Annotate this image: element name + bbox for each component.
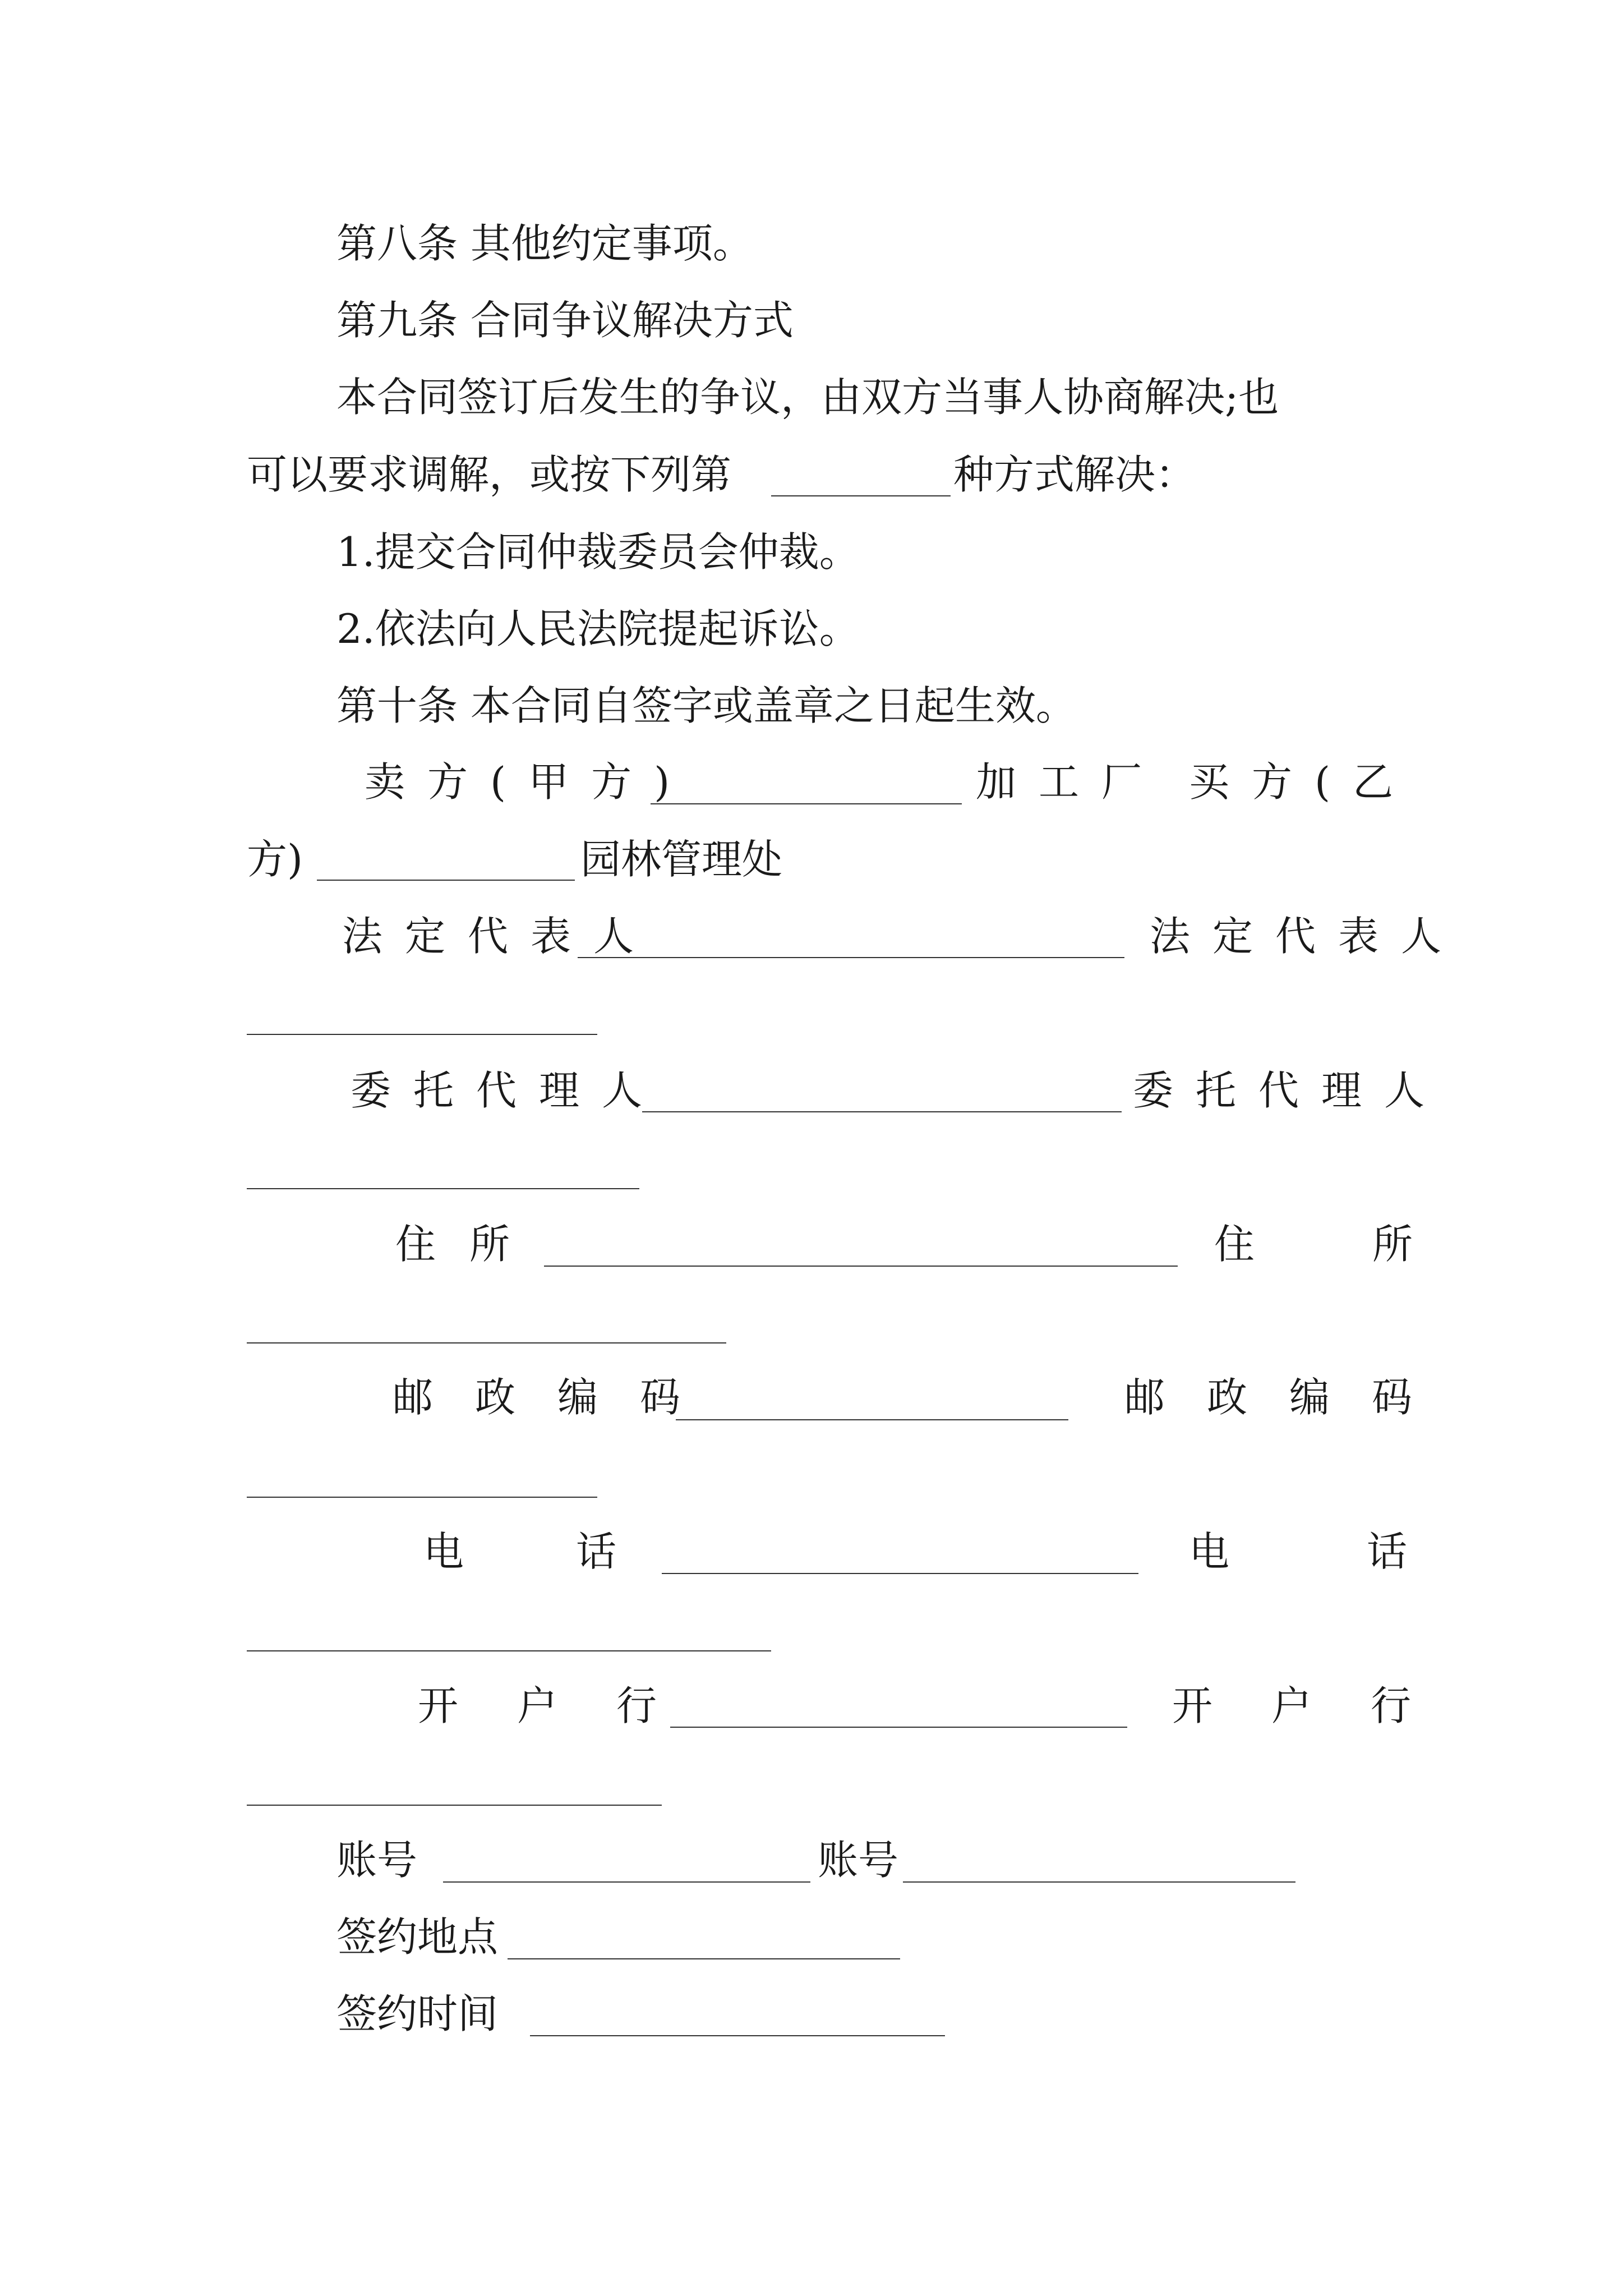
bank-label-seller: 开户行 <box>418 1682 716 1729</box>
legal-rep-label-buyer: 法定代表人 <box>1150 913 1464 960</box>
account-label-seller: 账号 <box>336 1837 418 1884</box>
account-label-buyer: 账号 <box>818 1837 899 1884</box>
postal-code-blank-buyer[interactable] <box>247 1497 597 1498</box>
dispute-method-blank[interactable] <box>771 495 951 496</box>
agent-blank-seller[interactable] <box>642 1111 1122 1112</box>
address-label-buyer: 住所 <box>1214 1221 1531 1268</box>
sign-place-blank[interactable] <box>508 1958 900 1959</box>
option-arbitration: 1.提交合同仲裁委员会仲裁。 <box>336 528 860 576</box>
postal-code-label-seller: 邮政编码 <box>393 1374 723 1421</box>
phone-blank-seller[interactable] <box>662 1573 1138 1574</box>
article-10: 第十条 本合同自签字或盖章之日起生效。 <box>336 682 1076 729</box>
bank-blank-seller[interactable] <box>670 1727 1127 1728</box>
legal-rep-blank-buyer[interactable] <box>247 1034 597 1035</box>
article-9-text-line2-b: 种方式解决： <box>953 451 1196 498</box>
buyer-label: 买方(乙 <box>1189 758 1416 806</box>
sign-place-label: 签约地点 <box>336 1913 499 1961</box>
legal-rep-label-seller: 法定代表人 <box>342 913 657 960</box>
sign-time-label: 签约时间 <box>336 1990 499 2037</box>
agent-label-seller: 委托代理人 <box>351 1067 665 1114</box>
agent-label-buyer: 委托代理人 <box>1133 1067 1447 1114</box>
seller-name-blank[interactable] <box>651 803 962 804</box>
option-litigation: 2.依法向人民法院提起诉讼。 <box>336 605 860 652</box>
account-blank-seller[interactable] <box>443 1881 810 1883</box>
legal-rep-blank-seller[interactable] <box>578 957 1124 958</box>
seller-name: 加工厂 <box>976 758 1165 806</box>
address-blank-seller[interactable] <box>544 1266 1178 1267</box>
phone-label-seller: 电话 <box>423 1528 729 1575</box>
phone-blank-buyer[interactable] <box>247 1650 771 1651</box>
buyer-name: 园林管理处 <box>580 836 783 883</box>
bank-blank-buyer[interactable] <box>247 1805 662 1806</box>
postal-code-label-buyer: 邮政编码 <box>1124 1374 1455 1421</box>
buyer-label-end: 方) <box>247 836 303 883</box>
agent-blank-buyer[interactable] <box>247 1188 639 1189</box>
article-8: 第八条 其他约定事项。 <box>336 220 753 267</box>
bank-label-buyer: 开户行 <box>1172 1682 1470 1729</box>
buyer-name-blank[interactable] <box>317 880 575 881</box>
article-9-text-line2-a: 可以要求调解，或按下列第 <box>247 451 732 498</box>
account-blank-buyer[interactable] <box>903 1881 1295 1883</box>
sign-time-blank[interactable] <box>530 2035 945 2036</box>
address-label-seller: 住所 <box>395 1221 544 1268</box>
seller-label: 卖方(甲方) <box>365 758 693 806</box>
article-9-text-line1: 本合同签订后发生的争议，由双方当事人协商解决;也 <box>336 374 1279 421</box>
postal-code-blank-seller[interactable] <box>676 1419 1068 1420</box>
article-9-title: 第九条 合同争议解决方式 <box>336 297 794 344</box>
phone-label-buyer: 电话 <box>1189 1528 1545 1575</box>
address-blank-buyer[interactable] <box>247 1342 726 1343</box>
